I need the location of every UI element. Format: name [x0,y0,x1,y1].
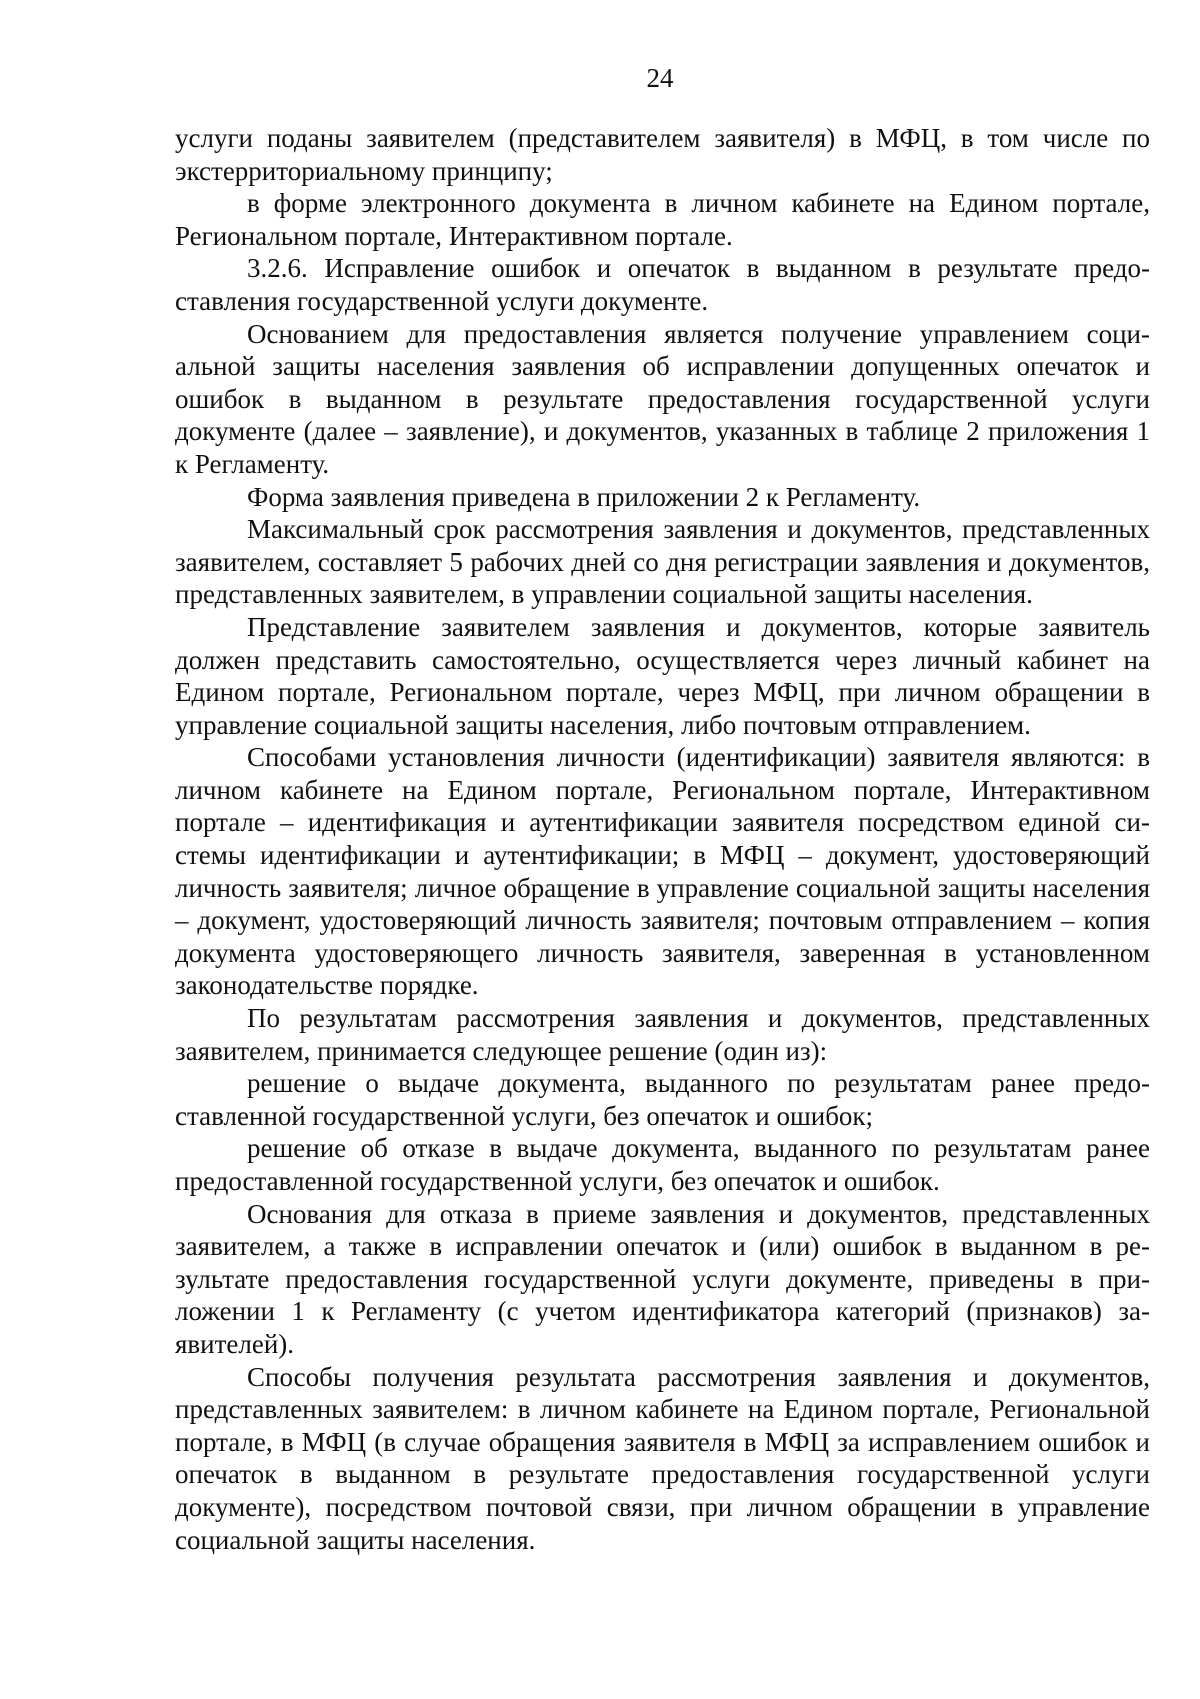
document-body [175,122,1150,1556]
paragraph-electronic-form: в форме электронного документа в личном кабинете на Едином портале, Региональном портале, Интерактивном портале. [175,188,1150,251]
paragraph-decision-refusal: решение об отказе в выдаче документа, выданного по результатам ранее предоставленной государственной услуги, без опечаток и ошибок. [175,1133,1150,1196]
paragraph-refusal-grounds: Основания для отказа в приеме заявления и документов, представленных заявителем, а также в исправлении опечаток и (или) ошибок в выданном в результате предоставления государственной услуги документе, приведены в приложении 1 к Регламенту (с учетом идентификатора категорий (признаков) заявителей). [175,1198,1150,1359]
page-number: 24 [646,63,674,93]
paragraph-identification: Способами установления личности (идентификации) заявителя являются: в личном кабинете на Едином портале, Региональном портале, Интерактивном портале – идентификация и аутентификации заявителя посредством единой системы идентификации и аутентификации; в МФЦ – документ, удостоверяющий личность заявителя; личное обращение в управление социальной защиты населения – документ, удостоверяющий личность заявителя; почтовым отправлением – копия документа удостоверяющего личность заявителя, заверенная в установленном законодательстве порядке. [175,742,1150,1001]
paragraph-result-methods: Способы получения результата рассмотрения заявления и документов, представленных заявителем: в личном кабинете на Едином портале, Региональной портале, в МФЦ (в случае обращения заявителя в МФЦ за исправлением ошибок и опечаток в выданном в результате предоставления государственной услуги документе), посредством почтовой связи, при личном обращении в управление социальной защиты населения. [175,1361,1150,1555]
paragraph-grounds: Основанием для предоставления является получение управлением социальной защиты населения заявления об исправлении допущенных опечаток и ошибок в выданном в результате предоставления государственной услуги документе (далее – заявление), и документов, указанных в таблице 2 приложения 1 к Регламенту. [175,318,1150,479]
paragraph-max-term: Максимальный срок рассмотрения заявления и документов, представленных заявителем, составляет 5 рабочих дней со дня регистрации заявления и документов, представленных заявителем, в управлении социальной защиты населения. [175,514,1150,610]
paragraph-decision: По результатам рассмотрения заявления и документов, представленных заявителем, принимается следующее решение (один из): [175,1003,1150,1066]
paragraph-submission: Представление заявителем заявления и документов, которые заявитель должен представить самостоятельно, осуществляется через личный кабинет на Едином портале, Региональном портале, через МФЦ, при личном обращении в управление социальной защиты населения, либо почтовым отправлением. [175,611,1150,740]
paragraph-section-3-2-6: 3.2.6. Исправление ошибок и опечаток в выданном в результате предоставления государственной услуги документе. [175,253,1150,316]
paragraph-decision-issue: решение о выдаче документа, выданного по результатам ранее предоставленной государственной услуги, без опечаток и ошибок; [175,1068,1150,1131]
paragraph-application-form: Форма заявления приведена в приложении 2 к Регламенту. [247,481,921,512]
paragraph-continuation: услуги поданы заявителем (представителем заявителя) в МФЦ, в том числе по экстерриториальному принципу; [175,123,1150,186]
